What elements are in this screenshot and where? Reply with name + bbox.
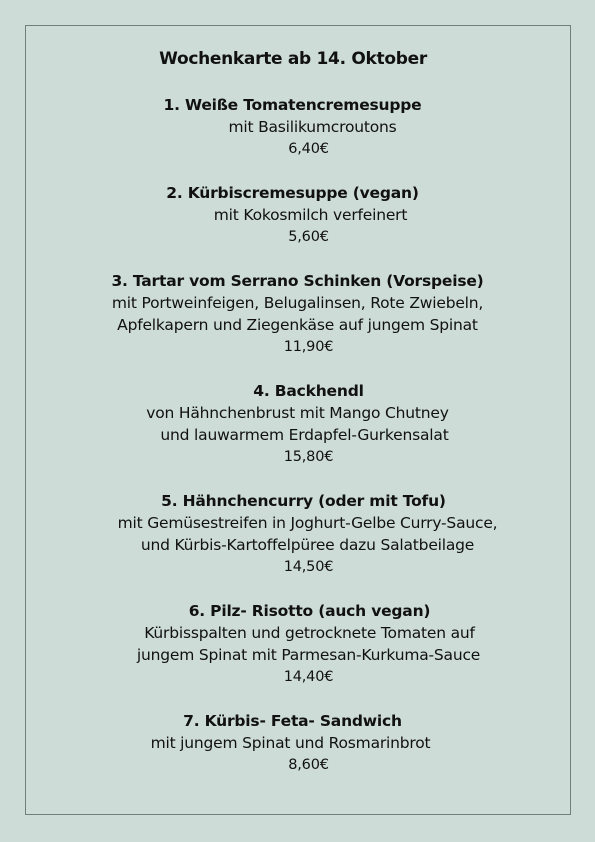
- menu-item-name: 6. Pilz- Risotto (auch vegan): [188, 602, 431, 620]
- menu-item-description: Kürbisspalten und getrocknete Tomaten auf: [144, 624, 475, 642]
- menu-item-description: Apfelkapern und Ziegenkäse auf jungem Spinat: [117, 316, 478, 334]
- menu-item-2: [0, 182, 595, 248]
- menu-item-price: 14,40€: [283, 669, 334, 685]
- menu-item-description: mit Gemüsestreifen in Joghurt-Gelbe Curry-Sauce,: [117, 514, 498, 532]
- menu-item-price: 11,90€: [283, 339, 334, 355]
- menu-item-name: 1. Weiße Tomatencremesuppe: [163, 96, 422, 114]
- menu-item-name: 7. Kürbis- Feta- Sandwich: [183, 712, 402, 730]
- menu-item-price: 5,60€: [288, 229, 329, 245]
- menu-item-6: [0, 600, 595, 688]
- menu-item-name: 2. Kürbiscremesuppe (vegan): [166, 184, 419, 202]
- menu-item-price: 14,50€: [283, 559, 334, 575]
- menu-item-price: 15,80€: [283, 449, 334, 465]
- menu-item-description: mit Kokosmilch verfeinert: [213, 206, 408, 224]
- menu-item-description: von Hähnchenbrust mit Mango Chutney: [146, 404, 449, 422]
- menu-item-1: [0, 94, 595, 160]
- menu-item-5: [0, 490, 595, 578]
- menu-item-4: [0, 380, 595, 468]
- menu-item-description: jungem Spinat mit Parmesan-Kurkuma-Sauce: [136, 646, 481, 664]
- menu-item-price: 8,60€: [288, 757, 329, 773]
- menu-item-description: mit jungem Spinat und Rosmarinbrot: [150, 734, 431, 752]
- menu-item-description: mit Portweinfeigen, Belugalinsen, Rote Zwiebeln,: [111, 294, 484, 312]
- menu-item-name: 4. Backhendl: [253, 382, 364, 400]
- menu-item-description: und lauwarmem Erdapfel-Gurkensalat: [160, 426, 449, 444]
- menu-item-3: [0, 270, 595, 358]
- menu-item-name: 3. Tartar vom Serrano Schinken (Vorspeise): [111, 272, 484, 290]
- menu-item-price: 6,40€: [288, 141, 329, 157]
- menu-item-7: [0, 710, 595, 776]
- menu-title: Wochenkarte ab 14. Oktober: [159, 49, 427, 69]
- menu-item-description: und Kürbis-Kartoffelpüree dazu Salatbeilage: [140, 536, 475, 554]
- menu-item-name: 5. Hähnchencurry (oder mit Tofu): [161, 492, 446, 510]
- menu-item-description: mit Basilikumcroutons: [228, 118, 397, 136]
